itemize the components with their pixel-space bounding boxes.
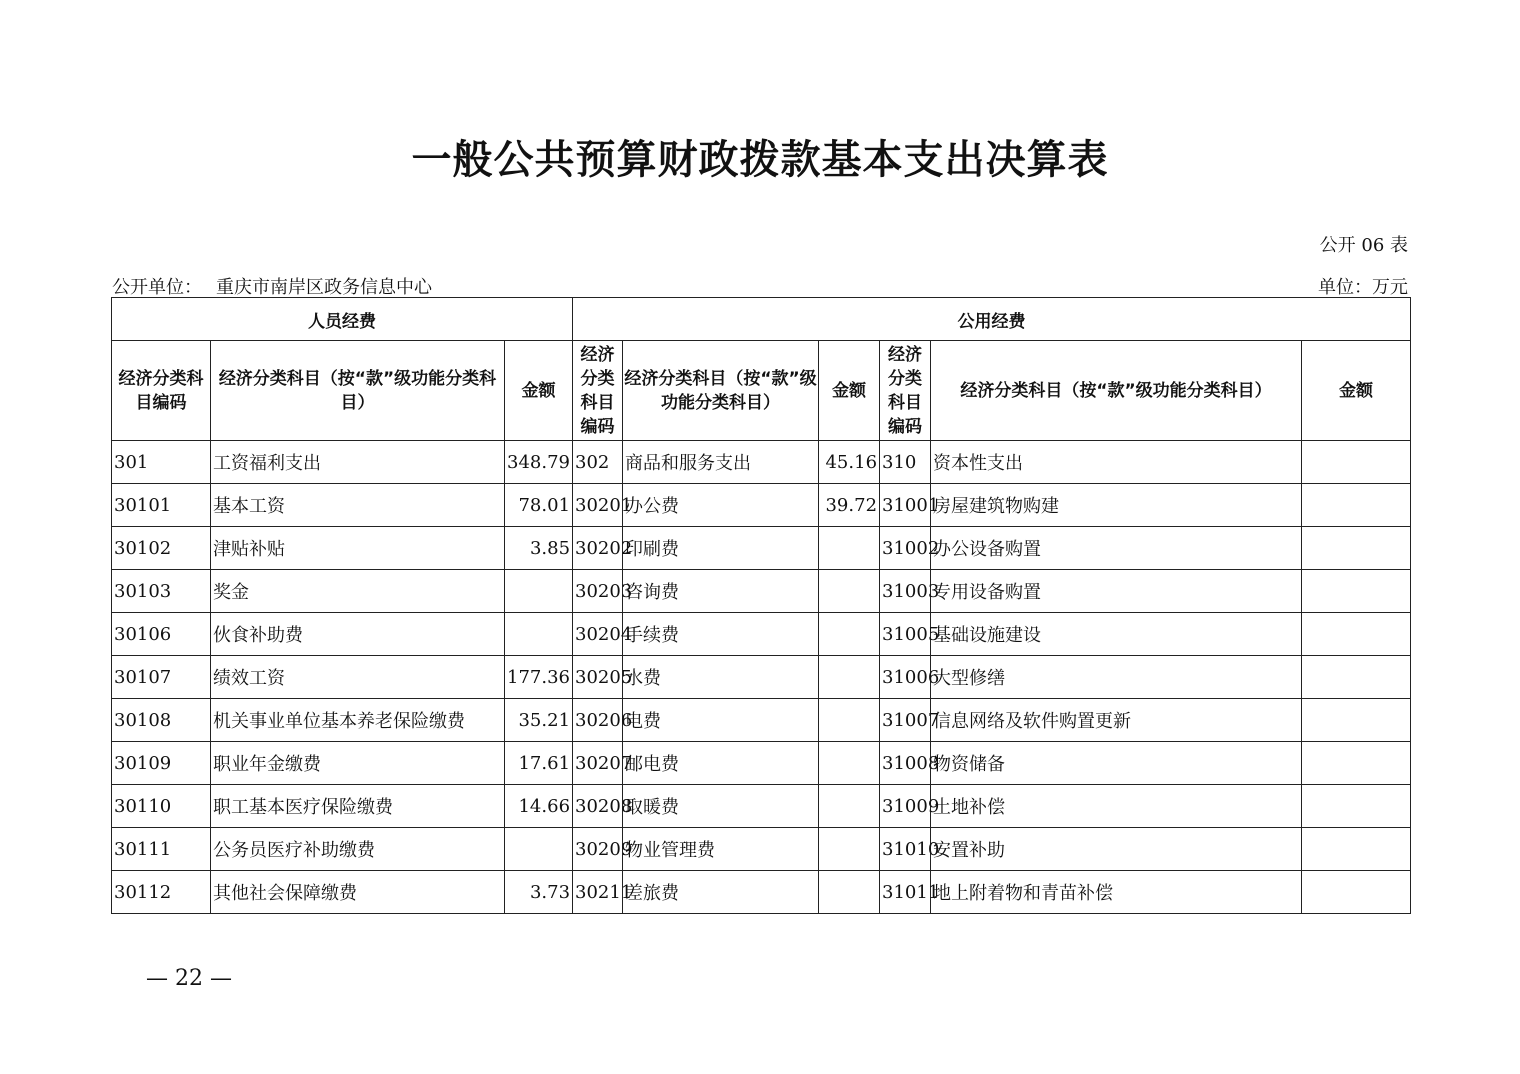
personnel-item-cell: 津贴补贴 bbox=[211, 527, 505, 570]
goods-services-amount-cell: 39.72 bbox=[819, 484, 880, 527]
personnel-code-cell: 30112 bbox=[112, 871, 211, 914]
group-header-row bbox=[112, 298, 1411, 341]
goods-services-code-cell: 30206 bbox=[573, 699, 623, 742]
personnel-code-cell: 30110 bbox=[112, 785, 211, 828]
goods-services-code-cell: 30204 bbox=[573, 613, 623, 656]
personnel-code-cell: 30107 bbox=[112, 656, 211, 699]
personnel-code-cell: 30111 bbox=[112, 828, 211, 871]
personnel-amount-cell: 35.21 bbox=[505, 699, 573, 742]
goods-services-amount-cell bbox=[819, 699, 880, 742]
personnel-item-cell: 职工基本医疗保险缴费 bbox=[211, 785, 505, 828]
capital-amount-cell bbox=[1302, 441, 1411, 484]
table-row bbox=[112, 785, 1411, 828]
table-row bbox=[112, 441, 1411, 484]
goods-services-item-cell: 电费 bbox=[623, 699, 819, 742]
goods-services-item-cell: 手续费 bbox=[623, 613, 819, 656]
capital-amount-cell bbox=[1302, 828, 1411, 871]
header-name-2: 经济分类科目（按“款”级功能分类科目） bbox=[623, 341, 819, 441]
capital-code-cell: 31002 bbox=[880, 527, 931, 570]
goods-services-code-cell: 30201 bbox=[573, 484, 623, 527]
capital-code-cell: 31005 bbox=[880, 613, 931, 656]
goods-services-code-cell: 302 bbox=[573, 441, 623, 484]
capital-item-cell: 专用设备购置 bbox=[931, 570, 1302, 613]
capital-amount-cell bbox=[1302, 484, 1411, 527]
goods-services-item-cell: 办公费 bbox=[623, 484, 819, 527]
personnel-code-cell: 30103 bbox=[112, 570, 211, 613]
personnel-amount-cell: 14.66 bbox=[505, 785, 573, 828]
capital-item-cell: 大型修缮 bbox=[931, 656, 1302, 699]
goods-services-item-cell: 差旅费 bbox=[623, 871, 819, 914]
capital-item-cell: 土地补偿 bbox=[931, 785, 1302, 828]
goods-services-amount-cell bbox=[819, 570, 880, 613]
personnel-amount-cell bbox=[505, 613, 573, 656]
goods-services-code-cell: 30207 bbox=[573, 742, 623, 785]
personnel-item-cell: 其他社会保障缴费 bbox=[211, 871, 505, 914]
header-amount-2: 金额 bbox=[819, 341, 880, 441]
personnel-item-cell: 绩效工资 bbox=[211, 656, 505, 699]
goods-services-amount-cell bbox=[819, 656, 880, 699]
goods-services-amount-cell bbox=[819, 742, 880, 785]
personnel-item-cell: 伙食补助费 bbox=[211, 613, 505, 656]
capital-amount-cell bbox=[1302, 785, 1411, 828]
capital-item-cell: 资本性支出 bbox=[931, 441, 1302, 484]
personnel-expense-header: 人员经费 bbox=[112, 298, 573, 341]
capital-item-cell: 安置补助 bbox=[931, 828, 1302, 871]
header-name-1: 经济分类科目（按“款”级功能分类科目） bbox=[211, 341, 505, 441]
capital-code-cell: 31011 bbox=[880, 871, 931, 914]
goods-services-code-cell: 30209 bbox=[573, 828, 623, 871]
goods-services-code-cell: 30211 bbox=[573, 871, 623, 914]
capital-code-cell: 31003 bbox=[880, 570, 931, 613]
capital-item-cell: 基础设施建设 bbox=[931, 613, 1302, 656]
table-row bbox=[112, 828, 1411, 871]
personnel-item-cell: 机关事业单位基本养老保险缴费 bbox=[211, 699, 505, 742]
personnel-code-cell: 30101 bbox=[112, 484, 211, 527]
reporting-unit bbox=[112, 273, 432, 299]
table-row bbox=[112, 871, 1411, 914]
goods-services-amount-cell bbox=[819, 785, 880, 828]
personnel-amount-cell bbox=[505, 570, 573, 613]
personnel-item-cell: 基本工资 bbox=[211, 484, 505, 527]
capital-code-cell: 31008 bbox=[880, 742, 931, 785]
capital-amount-cell bbox=[1302, 656, 1411, 699]
goods-services-amount-cell: 45.16 bbox=[819, 441, 880, 484]
goods-services-code-cell: 30202 bbox=[573, 527, 623, 570]
goods-services-code-cell: 30203 bbox=[573, 570, 623, 613]
header-code-2: 经济分类科目编码 bbox=[573, 341, 623, 441]
goods-services-item-cell: 商品和服务支出 bbox=[623, 441, 819, 484]
table-row bbox=[112, 570, 1411, 613]
table-row bbox=[112, 484, 1411, 527]
goods-services-amount-cell bbox=[819, 527, 880, 570]
capital-amount-cell bbox=[1302, 570, 1411, 613]
capital-item-cell: 物资储备 bbox=[931, 742, 1302, 785]
personnel-code-cell: 30106 bbox=[112, 613, 211, 656]
personnel-item-cell: 奖金 bbox=[211, 570, 505, 613]
table-row bbox=[112, 613, 1411, 656]
table-row bbox=[112, 699, 1411, 742]
table-row bbox=[112, 656, 1411, 699]
personnel-item-cell: 工资福利支出 bbox=[211, 441, 505, 484]
personnel-amount-cell: 3.85 bbox=[505, 527, 573, 570]
capital-code-cell: 31010 bbox=[880, 828, 931, 871]
personnel-code-cell: 30109 bbox=[112, 742, 211, 785]
capital-amount-cell bbox=[1302, 871, 1411, 914]
goods-services-code-cell: 30205 bbox=[573, 656, 623, 699]
personnel-code-cell: 301 bbox=[112, 441, 211, 484]
goods-services-item-cell: 邮电费 bbox=[623, 742, 819, 785]
document-title: 一般公共预算财政拨款基本支出决算表 bbox=[411, 136, 1109, 183]
goods-services-item-cell: 取暖费 bbox=[623, 785, 819, 828]
form-number: 公开 06 表 bbox=[1319, 235, 1408, 256]
personnel-amount-cell: 3.73 bbox=[505, 871, 573, 914]
table-row bbox=[112, 527, 1411, 570]
personnel-amount-cell: 177.36 bbox=[505, 656, 573, 699]
capital-item-cell: 办公设备购置 bbox=[931, 527, 1302, 570]
public-expense-header: 公用经费 bbox=[573, 298, 1411, 341]
capital-amount-cell bbox=[1302, 613, 1411, 656]
goods-services-code-cell: 30208 bbox=[573, 785, 623, 828]
personnel-amount-cell: 17.61 bbox=[505, 742, 573, 785]
capital-code-cell: 31009 bbox=[880, 785, 931, 828]
table-row bbox=[112, 742, 1411, 785]
personnel-amount-cell: 78.01 bbox=[505, 484, 573, 527]
goods-services-amount-cell bbox=[819, 613, 880, 656]
capital-amount-cell bbox=[1302, 527, 1411, 570]
capital-code-cell: 31001 bbox=[880, 484, 931, 527]
goods-services-amount-cell bbox=[819, 828, 880, 871]
goods-services-item-cell: 物业管理费 bbox=[623, 828, 819, 871]
personnel-code-cell: 30102 bbox=[112, 527, 211, 570]
expenditure-table bbox=[111, 297, 1411, 914]
column-header-row bbox=[112, 341, 1411, 441]
money-unit: 单位：万元 bbox=[1318, 277, 1408, 298]
goods-services-item-cell: 水费 bbox=[623, 656, 819, 699]
page-number: — 22 — bbox=[146, 966, 232, 991]
goods-services-item-cell: 咨询费 bbox=[623, 570, 819, 613]
personnel-item-cell: 职业年金缴费 bbox=[211, 742, 505, 785]
personnel-amount-cell bbox=[505, 828, 573, 871]
capital-item-cell: 地上附着物和青苗补偿 bbox=[931, 871, 1302, 914]
header-amount-1: 金额 bbox=[505, 341, 573, 441]
capital-code-cell: 31007 bbox=[880, 699, 931, 742]
goods-services-amount-cell bbox=[819, 871, 880, 914]
capital-amount-cell bbox=[1302, 699, 1411, 742]
header-amount-3: 金额 bbox=[1302, 341, 1411, 441]
capital-item-cell: 房屋建筑物购建 bbox=[931, 484, 1302, 527]
header-code-1: 经济分类科目编码 bbox=[112, 341, 211, 441]
unit-label: 公开单位： bbox=[112, 277, 202, 298]
personnel-amount-cell: 348.79 bbox=[505, 441, 573, 484]
unit-name: 重庆市南岸区政务信息中心 bbox=[216, 277, 432, 298]
personnel-code-cell: 30108 bbox=[112, 699, 211, 742]
capital-amount-cell bbox=[1302, 742, 1411, 785]
capital-code-cell: 310 bbox=[880, 441, 931, 484]
goods-services-item-cell: 印刷费 bbox=[623, 527, 819, 570]
personnel-item-cell: 公务员医疗补助缴费 bbox=[211, 828, 505, 871]
header-name-3: 经济分类科目（按“款”级功能分类科目） bbox=[931, 341, 1302, 441]
capital-item-cell: 信息网络及软件购置更新 bbox=[931, 699, 1302, 742]
header-code-3: 经济分类科目编码 bbox=[880, 341, 931, 441]
capital-code-cell: 31006 bbox=[880, 656, 931, 699]
